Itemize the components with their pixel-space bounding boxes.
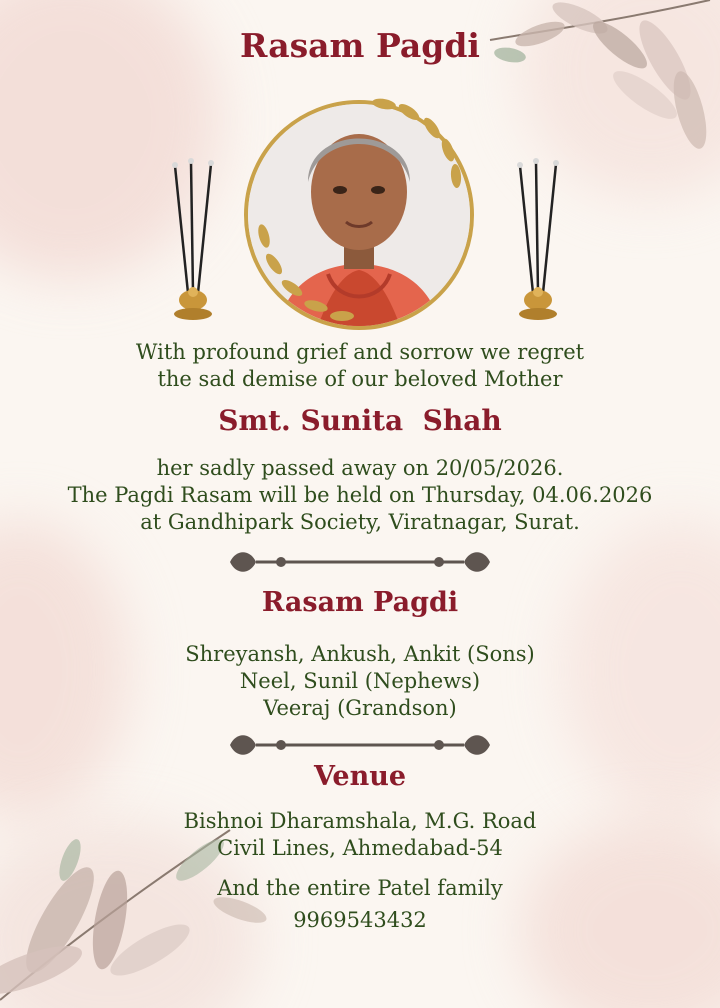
intro-line-1: With profound grief and sorrow we regret [135, 340, 585, 364]
page-title: Rasam Pagdi [240, 26, 480, 65]
ornamental-divider-icon [226, 728, 494, 762]
rasam-heading: Rasam Pagdi [261, 587, 459, 618]
rasam-line-1: Shreyansh, Ankush, Ankit (Sons) [185, 642, 535, 666]
venue-heading: Venue [313, 761, 407, 792]
incense-stick-holder-icon [163, 158, 223, 323]
details-line-1: her sadly passed away on 20/05/2026. [156, 456, 564, 480]
rasam-line-3: Veeraj (Grandson) [263, 696, 457, 720]
details-line-3: at Gandhipark Society, Viratnagar, Surat. [140, 510, 580, 534]
portrait-frame [244, 100, 474, 330]
details-line-2: The Pagdi Rasam will be held on Thursday, 04.06.2026 [67, 483, 653, 507]
family-line: And the entire Patel family [217, 876, 503, 900]
intro-line-2: the sad demise of our beloved Mother [157, 367, 563, 391]
gold-laurel-frame-icon [234, 86, 484, 336]
incense-stick-holder-icon [508, 158, 568, 323]
venue-line-1: Bishnoi Dharamshala, M.G. Road [183, 809, 537, 833]
phone-number: 9969543432 [293, 908, 427, 932]
deceased-name: Smt. Sunita Shah [218, 404, 502, 437]
ornamental-divider-icon [226, 545, 494, 579]
rasam-line-2: Neel, Sunil (Nephews) [239, 669, 481, 693]
venue-line-2: Civil Lines, Ahmedabad-54 [217, 836, 503, 860]
